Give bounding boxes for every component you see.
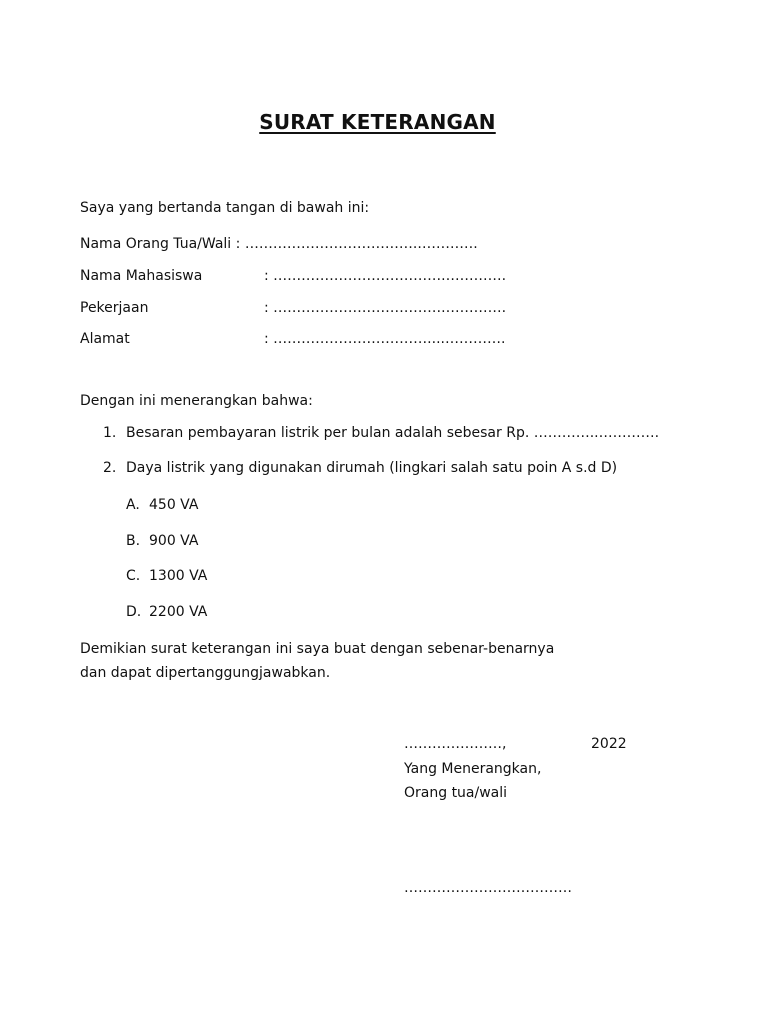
- field-separator: :: [264, 331, 269, 347]
- signature-year: 2022: [591, 736, 627, 752]
- list-item-text: Daya listrik yang digunakan dirumah (lingkari salah satu poin A s.d D): [126, 460, 618, 476]
- document-title: SURAT KETERANGAN: [259, 110, 496, 134]
- option-letter: A.: [126, 497, 140, 513]
- field-blank: ……………………………….………….: [244, 236, 478, 252]
- signature-name-blank: ………………………………: [404, 880, 572, 896]
- field-label-address: Alamat: [80, 331, 130, 347]
- signature-place-blank: …………………,: [404, 736, 507, 752]
- statement-text: Dengan ini menerangkan bahwa:: [80, 393, 313, 409]
- signature-role: Orang tua/wali: [404, 785, 508, 801]
- signature-title: Yang Menerangkan,: [404, 761, 542, 777]
- list-item-number: 2.: [103, 460, 117, 476]
- field-label: Nama Orang Tua/Wali: [80, 236, 232, 252]
- option-text: 900 VA: [149, 533, 199, 549]
- field-parent-name: [80, 236, 478, 252]
- field-blank: ……………………………….………….: [273, 268, 507, 284]
- option-text: 1300 VA: [149, 568, 208, 584]
- option-letter: D.: [126, 604, 142, 620]
- field-blank: ……………………………….………….: [273, 300, 507, 316]
- field-separator: :: [235, 236, 241, 252]
- field-separator: :: [264, 268, 269, 284]
- option-text: 2200 VA: [149, 604, 208, 620]
- intro-text: Saya yang bertanda tangan di bawah ini:: [80, 200, 370, 216]
- field-label-student: Nama Mahasiswa: [80, 268, 203, 284]
- field-address: [264, 331, 505, 347]
- field-student: [264, 268, 506, 284]
- field-separator: :: [264, 300, 269, 316]
- option-letter: C.: [126, 568, 141, 584]
- list-item-number: 1.: [103, 425, 117, 441]
- field-occupation: [264, 300, 506, 316]
- field-label-occupation: Pekerjaan: [80, 300, 149, 316]
- option-letter: B.: [126, 533, 141, 549]
- field-blank: ……………………………....………….: [273, 331, 506, 347]
- closing-paragraph: Demikian surat keterangan ini saya buat dengan sebenar-benarnya dan dapat dipertanggungjawabkan.: [80, 641, 555, 681]
- option-text: 450 VA: [149, 497, 199, 513]
- list-item-text: Besaran pembayaran listrik per bulan adalah sebesar Rp. …………..………….: [126, 425, 660, 441]
